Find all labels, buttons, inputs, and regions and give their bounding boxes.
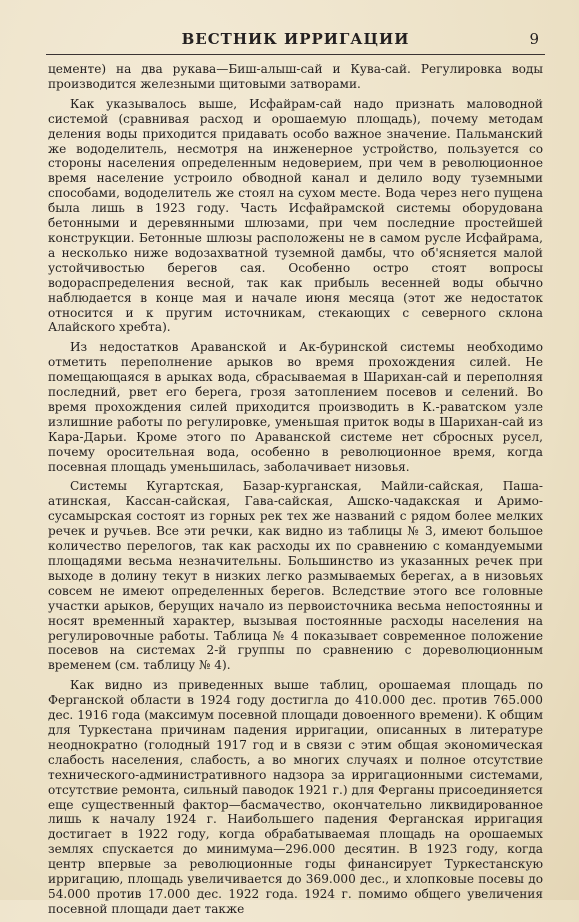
paragraph-3: Из недостатков Араванской и Ак-буринской системы необходимо отметить переполнение арыков во время прохождения силей. Не помещающаяся в арыках вода, сбрасываемая в Шарихан-сай и переполняя последний, рвет его берега, грозя затоплением посевов и селений. Во время прохождения силей приходится производить в К.-раватском узле излишние работы по регулировке, уменьшая приток воды в Шарихан-сай из Кара-Дарьи. Кроме этого по Араванской системе нет сбросных русел, почему оросительная вода, особенно в революционное время, когда посевная площадь уменьшилась, заболачивает низовья. (48, 340, 543, 474)
running-header (46, 28, 545, 55)
paragraph-2: Как указывалось выше, Исфайрам-сай надо признать маловодной системой (сравнивая расход и орошаемую площадь), почему методам деления воды приходится придавать особо важное значение. Пальманский же вододелитель, несмотря на инженерное устройство, пользуется со стороны населения определенным недоверием, при чем в революционное время население устроило обводной канал и делило воду туземными способами, вододелитель же стоял на сухом месте. Вода через него пущена была лишь в 1923 году. Часть Исфайрамской системы оборудована бетонными и деревянными шлюзами, при чем последние простейшей конструкции. Бетонные шлюзы расположены не в самом русле Исфайрама, а несколько ниже водозахватной туземной дамбы, что об'ясняется малой устойчивостью берегов сая. Особенно остро стоят вопросы водораспределения весной, так как прибыль весенней воды обычно наблюдается в конце мая и начале июня месяца (этот же недостаток относится и к пругим источникам, стекающих с северного склона Алайского хребта). (48, 96, 543, 335)
paragraph-5: Как видно из приведенных выше таблиц, орошаемая площадь по Ферганской области в 1924 году достигла до 410.000 дес. против 765.000 дес. 1916 года (максимум посевной площади довоенного времени). К общим для Туркестана причинам падения ирригации, описанных в литературе неоднократно (голодный 1917 год и в связи с этим общая экономическая слабость населения, слабость, а во многих случаях и полное отсутствие технического-административного надзора за ирригационными системами, отсутствие ремонта, сильный паводок 1921 г.) для Ферганы присоединяется еще существенный фактор—басмачество, окончательно ликвидированное лишь к началу 1924 г. Наибольшего падения Ферганская ирригация достигает в 1922 году, когда обрабатываемая площадь на орошаемых землях спускается до минимума—296.000 десятин. В 1923 году, когда центр впервые за революционные годы финансирует Туркестанскую ирригацию, площадь увеличивается до 369.000 дес., и хлопковые посевы до 54.000 против 17.000 дес. 1922 года. 1924 г. помимо общего увеличения посевной площади дает также (48, 678, 543, 916)
page-number: 9 (529, 30, 539, 48)
paragraph-1: цементе) на два рукава—Биш-алыш-сай и Кува-сай. Регулировка воды производится железными щитовыми затворами. (48, 62, 543, 91)
body-text (48, 62, 543, 922)
journal-title: ВЕСТНИК ИРРИГАЦИИ (181, 30, 410, 48)
paragraph-4: Системы Кугартская, Базар-курганская, Майли-сайская, Паша-атинская, Кассан-сайская, Гава-сайская, Ашско-чадакская и Аримо-сусамырская состоят из горных рек тех же названий с рядом более мелких речек и ручьев. Все эти речки, как видно из таблицы № 3, имеют большое количество перелогов, так как расходы их по сравнению с командуемыми площадями весьма незначительны. Большинство из указанных речек при выходе в долину текут в низких легко размываемых берегах, а в низовьях совсем не имеют определенных берегов. Вследствие этого все головные участки арыков, берущих начало из первоисточника весьма непостоянны и носят временный характер, вызывая постоянные расходы населения на регулировочные работы. Таблица № 4 показывает современное положение посевов на системах 2-й группы по сравнению с дореволюционным временем (см. таблицу № 4). (48, 479, 543, 673)
